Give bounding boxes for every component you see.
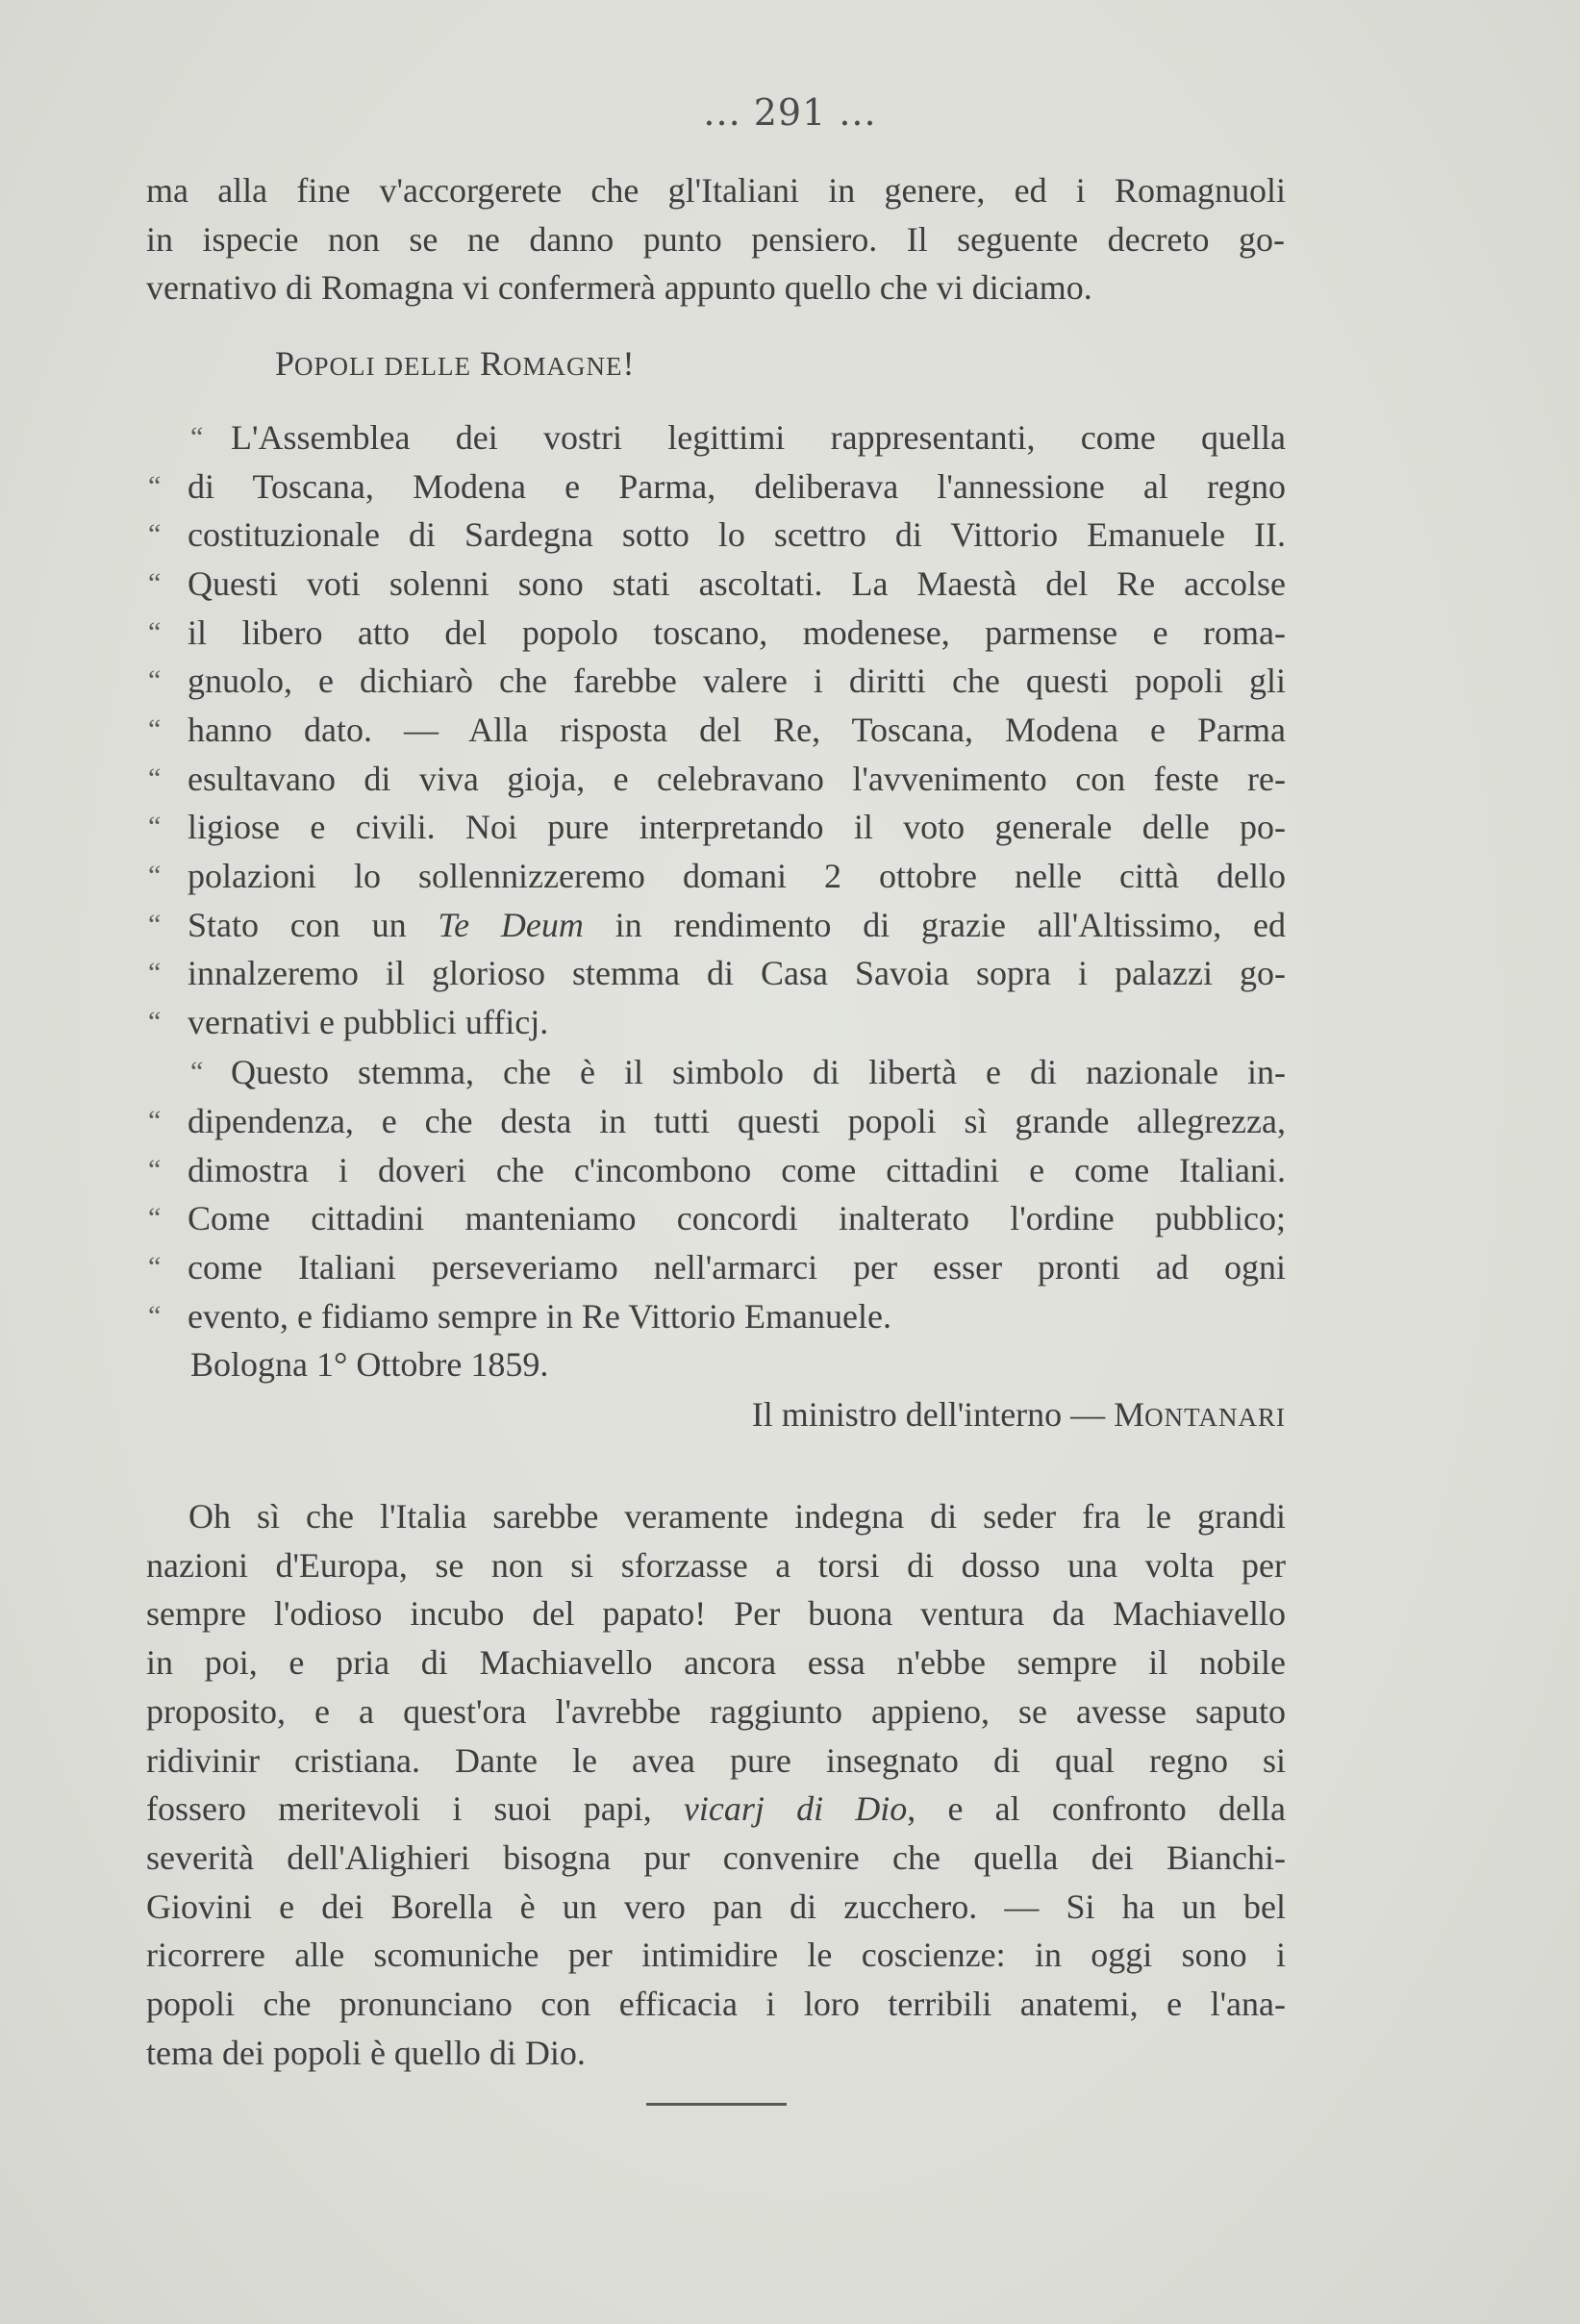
heading-punct: ! bbox=[622, 344, 635, 383]
section-rule bbox=[646, 2103, 787, 2106]
quote-mark: “ bbox=[148, 1006, 162, 1037]
te-deum-before: Stato con un bbox=[188, 906, 439, 944]
closing-line-5: proposito, e a quest'ora l'avrebbe raggiunto appieno, se avesse saputo bbox=[146, 1692, 1286, 1731]
quote-mark: “ bbox=[148, 1300, 162, 1332]
decree-line-15: dipendenza, e che desta in tutti questi popoli sì grande allegrezza, bbox=[188, 1102, 1286, 1140]
signature-prefix: Il ministro dell'interno — bbox=[751, 1395, 1115, 1434]
closing-line-3: sempre l'odioso incubo del papato! Per buona ventura da Machiavello bbox=[146, 1594, 1286, 1633]
vicarj-italic: vicarj di Dio bbox=[683, 1789, 908, 1828]
te-deum-after: in rendimento di grazie all'Altissimo, ed bbox=[583, 906, 1287, 944]
closing-line-11: popoli che pronunciano con efficacia i loro terribili anatemi, e l'ana- bbox=[146, 1985, 1286, 2023]
quote-mark: “ bbox=[148, 860, 162, 891]
quote-mark: “ bbox=[148, 1105, 162, 1137]
decree-line-2: di Toscana, Modena e Parma, deliberava l'annessione al regno bbox=[188, 467, 1286, 506]
te-deum-italic: Te Deum bbox=[438, 906, 584, 944]
quote-mark: “ bbox=[148, 664, 162, 696]
decree-date: Bologna 1° Ottobre 1859. bbox=[190, 1345, 549, 1384]
quote-mark: “ bbox=[190, 1056, 204, 1087]
closing-line-8: severità dell'Alighieri bisogna pur convenire che quella dei Bianchi- bbox=[146, 1838, 1286, 1877]
decree-line-4: Questi voti solenni sono stati ascoltati. La Maestà del Re accolse bbox=[188, 564, 1286, 603]
decree-line-13: vernativi e pubblici ufficj. bbox=[188, 1003, 549, 1041]
heading-rest-3: OMAGNE bbox=[503, 352, 623, 381]
decree-line-te-deum bbox=[188, 901, 1286, 949]
closing-line-9: Giovini e dei Borella è un vero pan di zucchero. — Si ha un bel bbox=[146, 1887, 1286, 1926]
decree-signature bbox=[0, 1390, 1286, 1438]
decree-line-9: ligiose e civili. Noi pure interpretando il voto generale delle po- bbox=[188, 808, 1286, 846]
quote-mark: “ bbox=[148, 811, 162, 842]
decree-line-19: evento, e fidiamo sempre in Re Vittorio Emanuele. bbox=[188, 1297, 891, 1336]
closing-line-10: ricorrere alle scomuniche per intimidire le coscienze: in oggi sono i bbox=[146, 1936, 1286, 1974]
heading-initial-3: R bbox=[480, 344, 504, 383]
quote-mark: “ bbox=[148, 518, 162, 550]
quote-mark: “ bbox=[148, 470, 162, 502]
decree-line-6: gnuolo, e dichiarò che farebbe valere i diritti che questi popoli gli bbox=[188, 662, 1286, 700]
decree-line-7: hanno dato. — Alla risposta del Re, Toscana, Modena e Parma bbox=[188, 711, 1286, 749]
quote-mark: “ bbox=[148, 1202, 162, 1234]
signature-name-rest: ONTANARI bbox=[1144, 1403, 1286, 1432]
vicarj-before: fossero meritevoli i suoi papi, bbox=[146, 1789, 684, 1828]
decree-heading bbox=[275, 339, 635, 387]
decree-line-8: esultavano di viva gioja, e celebravano l'avvenimento con feste re- bbox=[188, 760, 1286, 798]
closing-line-4: in poi, e pria di Machiavello ancora essa n'ebbe sempre il nobile bbox=[146, 1643, 1286, 1682]
decree-line-17: Come cittadini manteniamo concordi inalterato l'ordine pubblico; bbox=[188, 1199, 1286, 1237]
decree-line-14: Questo stemma, che è il simbolo di libertà e di nazionale in- bbox=[231, 1053, 1286, 1091]
quote-mark: “ bbox=[148, 713, 162, 745]
signature-name-initial: M bbox=[1114, 1395, 1145, 1434]
decree-line-3: costituzionale di Sardegna sotto lo scettro di Vittorio Emanuele II. bbox=[188, 515, 1286, 554]
heading-initial-1: P bbox=[275, 344, 295, 383]
decree-line-5: il libero atto del popolo toscano, modenese, parmense e roma- bbox=[188, 613, 1286, 652]
closing-line-12: tema dei popoli è quello di Dio. bbox=[146, 2034, 586, 2072]
decree-line-10: polazioni lo sollennizzeremo domani 2 ottobre nelle città dello bbox=[188, 857, 1286, 895]
decree-line-18: come Italiani perseveriamo nell'armarci per esser pronti ad ogni bbox=[188, 1248, 1286, 1287]
page-number: ... 291 ... bbox=[703, 91, 877, 134]
heading-word-2: DELLE bbox=[384, 352, 472, 381]
intro-line-3: vernativo di Romagna vi confermerà appunto quello che vi diciamo. bbox=[146, 268, 1092, 307]
intro-line-2: in ispecie non se ne danno punto pensiero. Il seguente decreto go- bbox=[146, 220, 1285, 259]
closing-line-1: Oh sì che l'Italia sarebbe veramente indegna di seder fra le grandi bbox=[188, 1497, 1286, 1536]
closing-line-6: ridivinir cristiana. Dante le avea pure insegnato di qual regno si bbox=[146, 1741, 1286, 1780]
quote-mark: “ bbox=[148, 1251, 162, 1283]
quote-mark: “ bbox=[148, 616, 162, 648]
quote-mark: “ bbox=[148, 567, 162, 599]
decree-line-12: innalzeremo il glorioso stemma di Casa Savoia sopra i palazzi go- bbox=[188, 954, 1286, 992]
closing-line-2: nazioni d'Europa, se non si sforzasse a torsi di dosso una volta per bbox=[146, 1546, 1286, 1585]
decree-line-1: L'Assemblea dei vostri legittimi rappresentanti, come quella bbox=[231, 418, 1286, 457]
quote-mark: “ bbox=[190, 421, 204, 453]
intro-line-1: ma alla fine v'accorgerete che gl'Italiani in genere, ed i Romagnuoli bbox=[146, 171, 1286, 210]
decree-line-16: dimostra i doveri che c'incombono come cittadini e come Italiani. bbox=[188, 1151, 1286, 1189]
quote-mark: “ bbox=[148, 957, 162, 988]
vicarj-after: , e al confronto della bbox=[907, 1789, 1286, 1828]
heading-rest-1: OPOLI bbox=[294, 352, 376, 381]
quote-mark: “ bbox=[148, 762, 162, 794]
quote-mark: “ bbox=[148, 1154, 162, 1186]
quote-mark: “ bbox=[148, 909, 162, 940]
closing-line-vicarj bbox=[146, 1785, 1286, 1833]
